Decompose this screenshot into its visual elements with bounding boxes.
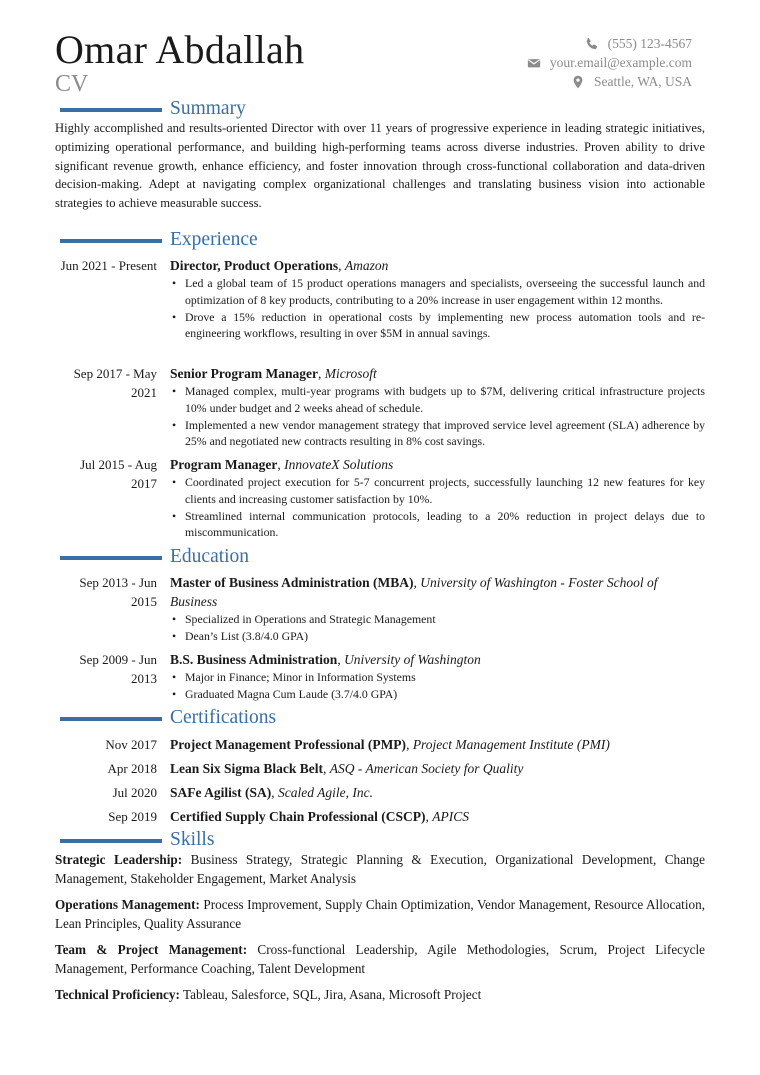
contact-location: Seattle, WA, USA (594, 74, 692, 89)
section-skills-heading (60, 829, 214, 851)
contact-block (527, 34, 692, 91)
bullet-item: • Streamlined internal communication protocols, leading to a 20% reduction in project delays due to miscommunication. (170, 508, 705, 542)
section-education-heading (60, 546, 249, 568)
bullet-item: • Specialized in Operations and Strategic Management (170, 611, 705, 628)
bullet-item: • Drove a 15% reduction in operational costs by implementing new process automation tools and re-engineering workflows, resulting in over $5M in annual savings. (170, 309, 705, 343)
cert-issuer: ASQ - American Society for Quality (329, 761, 524, 776)
entry-bullets (170, 669, 705, 703)
cert-date: Jul 2020 (112, 785, 157, 800)
contact-phone-row (527, 34, 692, 53)
section-title: Certifications (170, 707, 277, 728)
entry-date: Sep 2009 - Jun 2013 (79, 652, 157, 686)
entry-date: Sep 2013 - Jun 2015 (79, 575, 157, 609)
section-rule (60, 239, 162, 243)
entry-org: University of Washington (344, 652, 481, 667)
section-title: Experience (170, 229, 258, 250)
skill-group (55, 940, 705, 978)
skill-label: Strategic Leadership: (55, 852, 183, 867)
entry-date: Sep 2017 - May 2021 (73, 366, 157, 400)
certification-entry: Nov 2017 Project Management Professional (PMP), Project Management Institute (PMI) (55, 735, 705, 759)
section-experience-heading (60, 229, 258, 251)
summary-text: Highly accomplished and results-oriented Director with over 11 years of progressive experience in leading strategic initiatives, optimizing operational performance, and building high-performing teams across diverse industries. Proven ability to drive significant revenue growth, enhance efficiency, and foster innovation through cross-functional collaboration and data-driven decision-making. Adept at navigating complex organizational challenges and translating business vision into actionable strategies to achieve measurable success. (55, 121, 705, 211)
skill-group (55, 895, 705, 933)
entry-role: Master of Business Administration (MBA), University of Washington - Foster School of Business (170, 575, 658, 609)
bullet-item: • Major in Finance; Minor in Information Systems (170, 669, 705, 686)
entry-org: Microsoft (324, 366, 377, 381)
candidate-name: Omar Abdallah (55, 27, 305, 72)
entry-bullets (170, 383, 705, 450)
entry-bullets (170, 275, 705, 342)
bullet-item: • Managed complex, multi-year programs with budgets up to $7M, delivering critical infrastructure projects 10% under budget and 2 weeks ahead of schedule. (170, 383, 705, 417)
skill-label: Technical Proficiency: (55, 987, 180, 1002)
section-title: Skills (170, 829, 215, 850)
bullet-item: • Implemented a new vendor management strategy that improved service level agreement (SLA) adherence by 25% and negotiated new contracts resulting in 8% cost savings. (170, 417, 705, 451)
section-certifications-heading (60, 707, 276, 729)
entry-org: Amazon (344, 258, 389, 273)
entry-title: Program Manager (170, 457, 278, 472)
skill-list: Process Improvement, Supply Chain Optimization, Vendor Management, Resource Allocation, Lean Principles, Quality Assurance (55, 897, 705, 931)
contact-phone: (555) 123-4567 (607, 36, 692, 51)
entry-org: InnovateX Solutions (284, 457, 394, 472)
entry-org: University of Washington - Foster School of Business (170, 575, 658, 609)
bullet-item: • Led a global team of 15 product operations managers and specialists, overseeing the successful launch and optimization of 8 key products, contributing to a 20% increase in user engagement within 12 months. (170, 275, 705, 309)
skill-list: Business Strategy, Strategic Planning & Execution, Organizational Development, Change Management, Stakeholder Engagement, Market Analysis (55, 852, 705, 886)
entry-title: Master of Business Administration (MBA) (170, 575, 414, 590)
skill-group (55, 985, 705, 1004)
cert-issuer: APICS (432, 809, 470, 824)
contact-email[interactable]: your.email@example.com (549, 55, 692, 70)
skill-list: Tableau, Salesforce, SQL, Jira, Asana, Microsoft Project (182, 987, 482, 1002)
entry-date: Jun 2021 - Present (60, 258, 157, 273)
contact-email-row (527, 53, 692, 72)
contact-location-row (527, 72, 692, 91)
section-rule (60, 839, 162, 843)
envelope-icon (527, 56, 541, 70)
cert-title: Certified Supply Chain Professional (CSCP) (170, 809, 426, 824)
entry-title: B.S. Business Administration (170, 652, 338, 667)
skill-label: Team & Project Management: (55, 942, 248, 957)
certification-entry: Apr 2018 Lean Six Sigma Black Belt, ASQ - American Society for Quality (55, 759, 705, 783)
section-title: Education (170, 546, 250, 567)
map-pin-icon (571, 75, 585, 89)
cert-date: Nov 2017 (105, 737, 157, 752)
cert-title: SAFe Agilist (SA) (170, 785, 272, 800)
skill-group (55, 850, 705, 888)
entry-bullets (170, 474, 705, 541)
section-summary-heading (60, 98, 246, 120)
cert-title: Project Management Professional (PMP) (170, 737, 407, 752)
cert-date: Sep 2019 (108, 809, 157, 824)
certification-entry: Sep 2019 Certified Supply Chain Professional (CSCP), APICS (55, 807, 705, 831)
entry-role: B.S. Business Administration, University of Washington (170, 652, 481, 667)
entry-role: Program Manager, InnovateX Solutions (170, 457, 394, 472)
bullet-item: • Graduated Magna Cum Laude (3.7/4.0 GPA) (170, 686, 705, 703)
phone-icon (585, 37, 599, 51)
skill-list: Cross-functional Leadership, Agile Methodologies, Scrum, Project Lifecycle Management, Performance Coaching, Talent Development (55, 942, 705, 976)
entry-title: Senior Program Manager (170, 366, 318, 381)
cert-date: Apr 2018 (107, 761, 157, 776)
entry-role: Director, Product Operations, Amazon (170, 258, 389, 273)
entry-bullets (170, 611, 705, 645)
entry-date: Jul 2015 - Aug 2017 (80, 457, 157, 491)
certification-entry: Jul 2020 SAFe Agilist (SA), Scaled Agile, Inc. (55, 783, 705, 807)
entry-role: Senior Program Manager, Microsoft (170, 366, 377, 381)
section-rule (60, 556, 162, 560)
entry-title: Director, Product Operations (170, 258, 339, 273)
cert-issuer: Project Management Institute (PMI) (412, 737, 610, 752)
cert-title: Lean Six Sigma Black Belt (170, 761, 324, 776)
bullet-item: • Dean’s List (3.8/4.0 GPA) (170, 628, 705, 645)
section-title: Summary (170, 98, 246, 119)
cert-issuer: Scaled Agile, Inc. (278, 785, 373, 800)
section-rule (60, 717, 162, 721)
section-rule (60, 108, 162, 112)
document-subtitle: CV (55, 71, 89, 97)
skill-label: Operations Management: (55, 897, 200, 912)
bullet-item: • Coordinated project execution for 5-7 concurrent projects, successfully launching 12 new features for key clients and increasing customer satisfaction by 10%. (170, 474, 705, 508)
